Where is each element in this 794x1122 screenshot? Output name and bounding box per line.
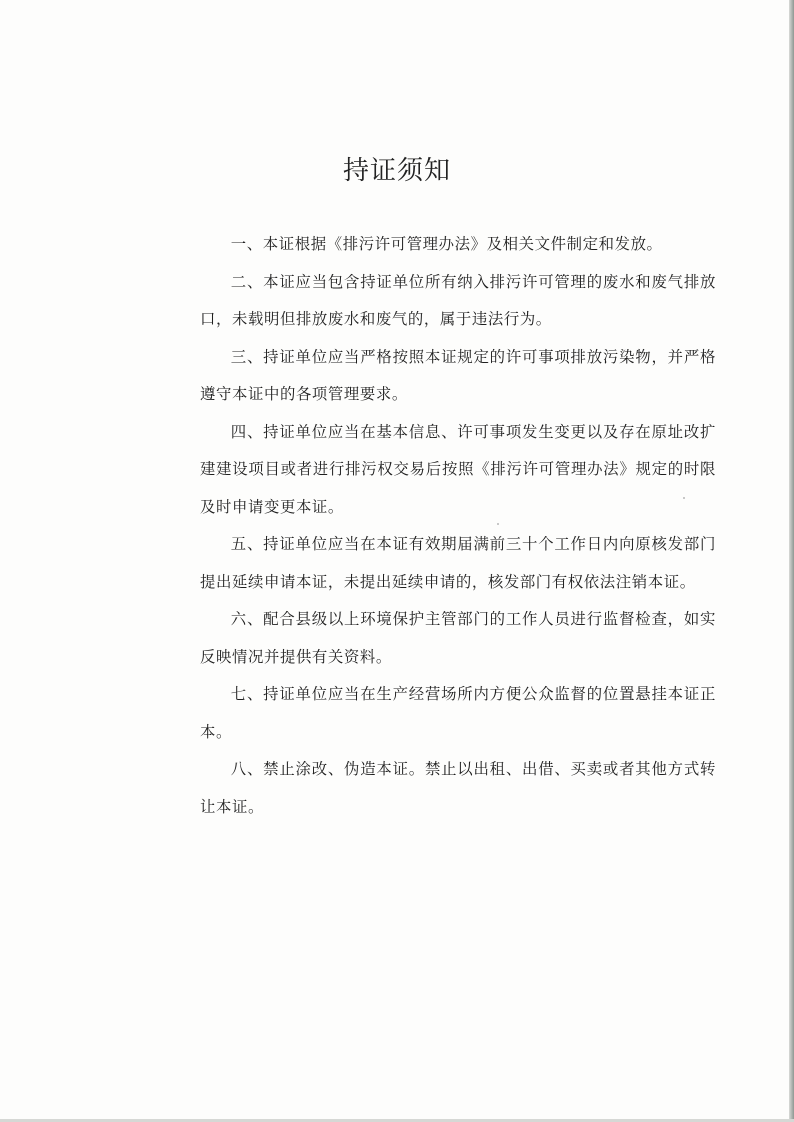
notice-item-6: 六、配合县级以上环境保护主管部门的工作人员进行监督检查，如实反映情况并提供有关资料。 (200, 610, 716, 666)
notice-item-3: 三、持证单位应当严格按照本证规定的许可事项排放污染物，并严格遵守本证中的各项管理要求。 (200, 347, 716, 403)
notice-item-7: 七、持证单位应当在生产经营场所内方便公众监督的位置悬挂本证正本。 (200, 685, 716, 741)
notice-body (200, 226, 716, 826)
page-title: 持证须知 (342, 156, 451, 186)
notice-item-8: 八、禁止涂改、伪造本证。禁止以出租、出借、买卖或者其他方式转让本证。 (200, 760, 716, 816)
notice-item-1: 一、本证根据《排污许可管理办法》及相关文件制定和发放。 (230, 235, 663, 253)
notice-item-2: 二、本证应当包含持证单位所有纳入排污许可管理的废水和废气排放口，未载明但排放废水和废气的，属于违法行为。 (200, 272, 716, 328)
notice-item-4: 四、持证单位应当在基本信息、许可事项发生变更以及存在原址改扩建建设项目或者进行排污权交易后按照《排污许可管理办法》规定的时限及时申请变更本证。 (200, 422, 716, 516)
notice-item-5: 五、持证单位应当在本证有效期届满前三十个工作日内向原核发部门提出延续申请本证，未提出延续申请的，核发部门有权依法注销本证。 (200, 535, 716, 591)
